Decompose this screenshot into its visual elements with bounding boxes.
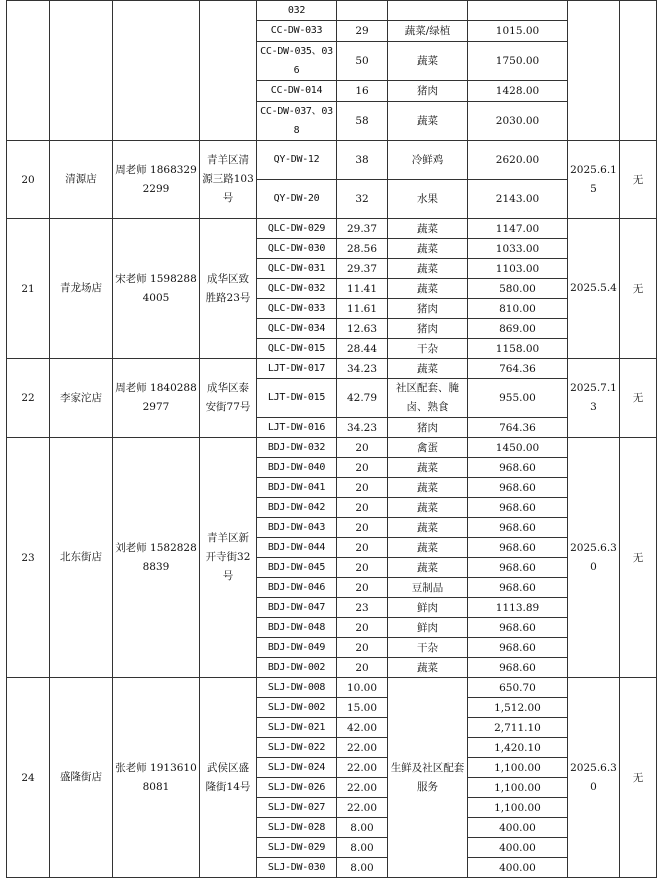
cell-category: 生鲜及社区配套服务 xyxy=(388,678,468,878)
cell-area: 11.61 xyxy=(337,299,388,319)
cell-category: 禽蛋 xyxy=(388,438,468,458)
cell-note: 无 xyxy=(620,359,657,438)
cell-amount: 764.36 xyxy=(468,359,568,379)
cell-date: 2025.5.4 xyxy=(568,219,620,359)
cell-area: 23 xyxy=(337,598,388,618)
cell-area: 20 xyxy=(337,558,388,578)
cell-area: 22.00 xyxy=(337,778,388,798)
cell-no: 24 xyxy=(7,678,50,878)
cell-area: 50 xyxy=(337,42,388,81)
cell-amount: 955.00 xyxy=(468,379,568,418)
cell-stall-code: BDJ-DW-048 xyxy=(257,618,337,638)
cell-contact xyxy=(113,1,200,141)
cell-stall-code: QLC-DW-031 xyxy=(257,259,337,279)
cell-stall-code: 032 xyxy=(257,1,337,21)
cell-area: 22.00 xyxy=(337,798,388,818)
cell-no: 20 xyxy=(7,141,50,219)
cell-amount xyxy=(468,1,568,21)
cell-area: 42.00 xyxy=(337,718,388,738)
cell-stall-code: LJT-DW-016 xyxy=(257,418,337,438)
cell-area: 20 xyxy=(337,478,388,498)
cell-amount: 968.60 xyxy=(468,558,568,578)
cell-area: 32 xyxy=(337,180,388,219)
cell-amount: 400.00 xyxy=(468,838,568,858)
cell-area: 10.00 xyxy=(337,678,388,698)
cell-stall-code: BDJ-DW-046 xyxy=(257,578,337,598)
cell-stall-code: BDJ-DW-042 xyxy=(257,498,337,518)
cell-no: 22 xyxy=(7,359,50,438)
cell-area xyxy=(337,1,388,21)
cell-amount: 400.00 xyxy=(468,818,568,838)
cell-category: 蔬菜 xyxy=(388,658,468,678)
cell-contact: 刘老师 15828288839 xyxy=(113,438,200,678)
cell-amount: 968.60 xyxy=(468,518,568,538)
cell-amount: 2143.00 xyxy=(468,180,568,219)
cell-note: 无 xyxy=(620,219,657,359)
cell-store-name: 李家沱店 xyxy=(50,359,113,438)
cell-address: 成华区泰安街77号 xyxy=(200,359,257,438)
cell-address: 武侯区盛隆街14号 xyxy=(200,678,257,878)
cell-area: 38 xyxy=(337,141,388,180)
cell-amount: 650.70 xyxy=(468,678,568,698)
cell-area: 22.00 xyxy=(337,758,388,778)
cell-category: 猪肉 xyxy=(388,319,468,339)
cell-stall-code: SLJ-DW-024 xyxy=(257,758,337,778)
cell-area: 22.00 xyxy=(337,738,388,758)
cell-stall-code: QLC-DW-029 xyxy=(257,219,337,239)
cell-area: 20 xyxy=(337,658,388,678)
cell-stall-code: BDJ-DW-041 xyxy=(257,478,337,498)
cell-area: 34.23 xyxy=(337,359,388,379)
cell-stall-code: SLJ-DW-029 xyxy=(257,838,337,858)
cell-area: 28.56 xyxy=(337,239,388,259)
cell-area: 34.23 xyxy=(337,418,388,438)
cell-stall-code: BDJ-DW-049 xyxy=(257,638,337,658)
cell-date: 2025.6.15 xyxy=(568,141,620,219)
cell-amount: 400.00 xyxy=(468,858,568,878)
cell-area: 29.37 xyxy=(337,259,388,279)
cell-category: 猪肉 xyxy=(388,418,468,438)
cell-address: 青羊区清源三路103号 xyxy=(200,141,257,219)
cell-amount: 968.60 xyxy=(468,538,568,558)
cell-category: 蔬菜 xyxy=(388,279,468,299)
cell-amount: 1113.89 xyxy=(468,598,568,618)
cell-date: 2025.6.30 xyxy=(568,438,620,678)
cell-category: 鲜肉 xyxy=(388,618,468,638)
cell-amount: 1,100.00 xyxy=(468,798,568,818)
cell-stall-code: SLJ-DW-002 xyxy=(257,698,337,718)
cell-stall-code: QLC-DW-032 xyxy=(257,279,337,299)
cell-amount: 1033.00 xyxy=(468,239,568,259)
cell-note xyxy=(620,1,657,141)
cell-area: 8.00 xyxy=(337,858,388,878)
cell-category: 蔬菜 xyxy=(388,538,468,558)
cell-amount: 1,512.00 xyxy=(468,698,568,718)
cell-amount: 1450.00 xyxy=(468,438,568,458)
cell-area: 20 xyxy=(337,498,388,518)
cell-stall-code: BDJ-DW-032 xyxy=(257,438,337,458)
cell-amount: 968.60 xyxy=(468,498,568,518)
cell-address: 成华区致胜路23号 xyxy=(200,219,257,359)
cell-category: 豆制品 xyxy=(388,578,468,598)
cell-category: 蔬菜 xyxy=(388,259,468,279)
cell-amount: 968.60 xyxy=(468,618,568,638)
cell-area: 11.41 xyxy=(337,279,388,299)
cell-amount: 968.60 xyxy=(468,638,568,658)
cell-stall-code: QY-DW-12 xyxy=(257,141,337,180)
cell-amount: 764.36 xyxy=(468,418,568,438)
cell-stall-code: BDJ-DW-043 xyxy=(257,518,337,538)
cell-no: 23 xyxy=(7,438,50,678)
cell-area: 20 xyxy=(337,458,388,478)
cell-category: 蔬菜 xyxy=(388,42,468,81)
cell-area: 20 xyxy=(337,638,388,658)
cell-category: 干杂 xyxy=(388,638,468,658)
cell-address xyxy=(200,1,257,141)
cell-stall-code: LJT-DW-017 xyxy=(257,359,337,379)
cell-amount: 580.00 xyxy=(468,279,568,299)
cell-area: 8.00 xyxy=(337,818,388,838)
cell-stall-code: BDJ-DW-044 xyxy=(257,538,337,558)
cell-stall-code: SLJ-DW-021 xyxy=(257,718,337,738)
cell-amount: 1147.00 xyxy=(468,219,568,239)
cell-category: 蔬菜 xyxy=(388,558,468,578)
cell-address: 青羊区新开寺街32号 xyxy=(200,438,257,678)
cell-category: 蔬菜 xyxy=(388,498,468,518)
cell-area: 20 xyxy=(337,618,388,638)
cell-area: 15.00 xyxy=(337,698,388,718)
cell-amount: 810.00 xyxy=(468,299,568,319)
cell-stall-code: BDJ-DW-002 xyxy=(257,658,337,678)
cell-amount: 1,100.00 xyxy=(468,778,568,798)
cell-contact: 周老师 18402882977 xyxy=(113,359,200,438)
cell-category: 冷鲜鸡 xyxy=(388,141,468,180)
cell-category: 社区配套、腌卤、熟食 xyxy=(388,379,468,418)
cell-stall-code: SLJ-DW-030 xyxy=(257,858,337,878)
cell-amount: 2030.00 xyxy=(468,102,568,141)
cell-amount: 968.60 xyxy=(468,658,568,678)
cell-category: 蔬菜 xyxy=(388,458,468,478)
cell-stall-code: QLC-DW-030 xyxy=(257,239,337,259)
cell-stall-code: QLC-DW-015 xyxy=(257,339,337,359)
cell-area: 28.44 xyxy=(337,339,388,359)
cell-amount: 968.60 xyxy=(468,578,568,598)
cell-store-name: 清源店 xyxy=(50,141,113,219)
cell-area: 42.79 xyxy=(337,379,388,418)
cell-note: 无 xyxy=(620,438,657,678)
cell-area: 16 xyxy=(337,81,388,102)
cell-category xyxy=(388,1,468,21)
cell-category: 猪肉 xyxy=(388,81,468,102)
cell-stall-code: SLJ-DW-022 xyxy=(257,738,337,758)
cell-date: 2025.6.30 xyxy=(568,678,620,878)
cell-date xyxy=(568,1,620,141)
cell-area: 20 xyxy=(337,578,388,598)
cell-store-name: 盛隆街店 xyxy=(50,678,113,878)
cell-area: 8.00 xyxy=(337,838,388,858)
cell-amount: 2620.00 xyxy=(468,141,568,180)
cell-no xyxy=(7,1,50,141)
cell-category: 猪肉 xyxy=(388,299,468,319)
cell-amount: 968.60 xyxy=(468,458,568,478)
cell-amount: 1158.00 xyxy=(468,339,568,359)
cell-category: 蔬菜 xyxy=(388,102,468,141)
cell-store-name: 青龙场店 xyxy=(50,219,113,359)
cell-amount: 1,100.00 xyxy=(468,758,568,778)
cell-amount: 1428.00 xyxy=(468,81,568,102)
cell-contact: 周老师 18683292299 xyxy=(113,141,200,219)
cell-stall-code: SLJ-DW-027 xyxy=(257,798,337,818)
cell-stall-code: SLJ-DW-028 xyxy=(257,818,337,838)
cell-store-name: 北东街店 xyxy=(50,438,113,678)
cell-area: 20 xyxy=(337,438,388,458)
cell-store-name xyxy=(50,1,113,141)
cell-stall-code: CC-DW-035、036 xyxy=(257,42,337,81)
cell-amount: 1015.00 xyxy=(468,21,568,42)
cell-stall-code: QLC-DW-033 xyxy=(257,299,337,319)
cell-category: 蔬菜 xyxy=(388,219,468,239)
cell-note: 无 xyxy=(620,678,657,878)
cell-area: 29.37 xyxy=(337,219,388,239)
cell-amount: 1,420.10 xyxy=(468,738,568,758)
cell-date: 2025.7.13 xyxy=(568,359,620,438)
cell-category: 蔬菜 xyxy=(388,478,468,498)
cell-contact: 张老师 19136108081 xyxy=(113,678,200,878)
cell-note: 无 xyxy=(620,141,657,219)
cell-category: 蔬菜 xyxy=(388,518,468,538)
cell-stall-code: CC-DW-014 xyxy=(257,81,337,102)
cell-stall-code: BDJ-DW-047 xyxy=(257,598,337,618)
cell-category: 干杂 xyxy=(388,339,468,359)
cell-category: 鲜肉 xyxy=(388,598,468,618)
cell-category: 蔬菜 xyxy=(388,359,468,379)
cell-category: 水果 xyxy=(388,180,468,219)
cell-area: 12.63 xyxy=(337,319,388,339)
cell-stall-code: LJT-DW-015 xyxy=(257,379,337,418)
cell-area: 20 xyxy=(337,538,388,558)
cell-stall-code: QY-DW-20 xyxy=(257,180,337,219)
cell-area: 58 xyxy=(337,102,388,141)
cell-amount: 968.60 xyxy=(468,478,568,498)
cell-amount: 1103.00 xyxy=(468,259,568,279)
cell-category: 蔬菜/绿植 xyxy=(388,21,468,42)
cell-no: 21 xyxy=(7,219,50,359)
cell-area: 20 xyxy=(337,518,388,538)
cell-amount: 1750.00 xyxy=(468,42,568,81)
cell-stall-code: SLJ-DW-026 xyxy=(257,778,337,798)
store-stall-table xyxy=(6,0,657,878)
cell-area: 29 xyxy=(337,21,388,42)
cell-category: 蔬菜 xyxy=(388,239,468,259)
cell-stall-code: CC-DW-037、038 xyxy=(257,102,337,141)
cell-stall-code: CC-DW-033 xyxy=(257,21,337,42)
cell-stall-code: SLJ-DW-008 xyxy=(257,678,337,698)
cell-stall-code: QLC-DW-034 xyxy=(257,319,337,339)
cell-stall-code: BDJ-DW-045 xyxy=(257,558,337,578)
cell-contact: 宋老师 15982884005 xyxy=(113,219,200,359)
cell-amount: 2,711.10 xyxy=(468,718,568,738)
cell-amount: 869.00 xyxy=(468,319,568,339)
cell-stall-code: BDJ-DW-040 xyxy=(257,458,337,478)
